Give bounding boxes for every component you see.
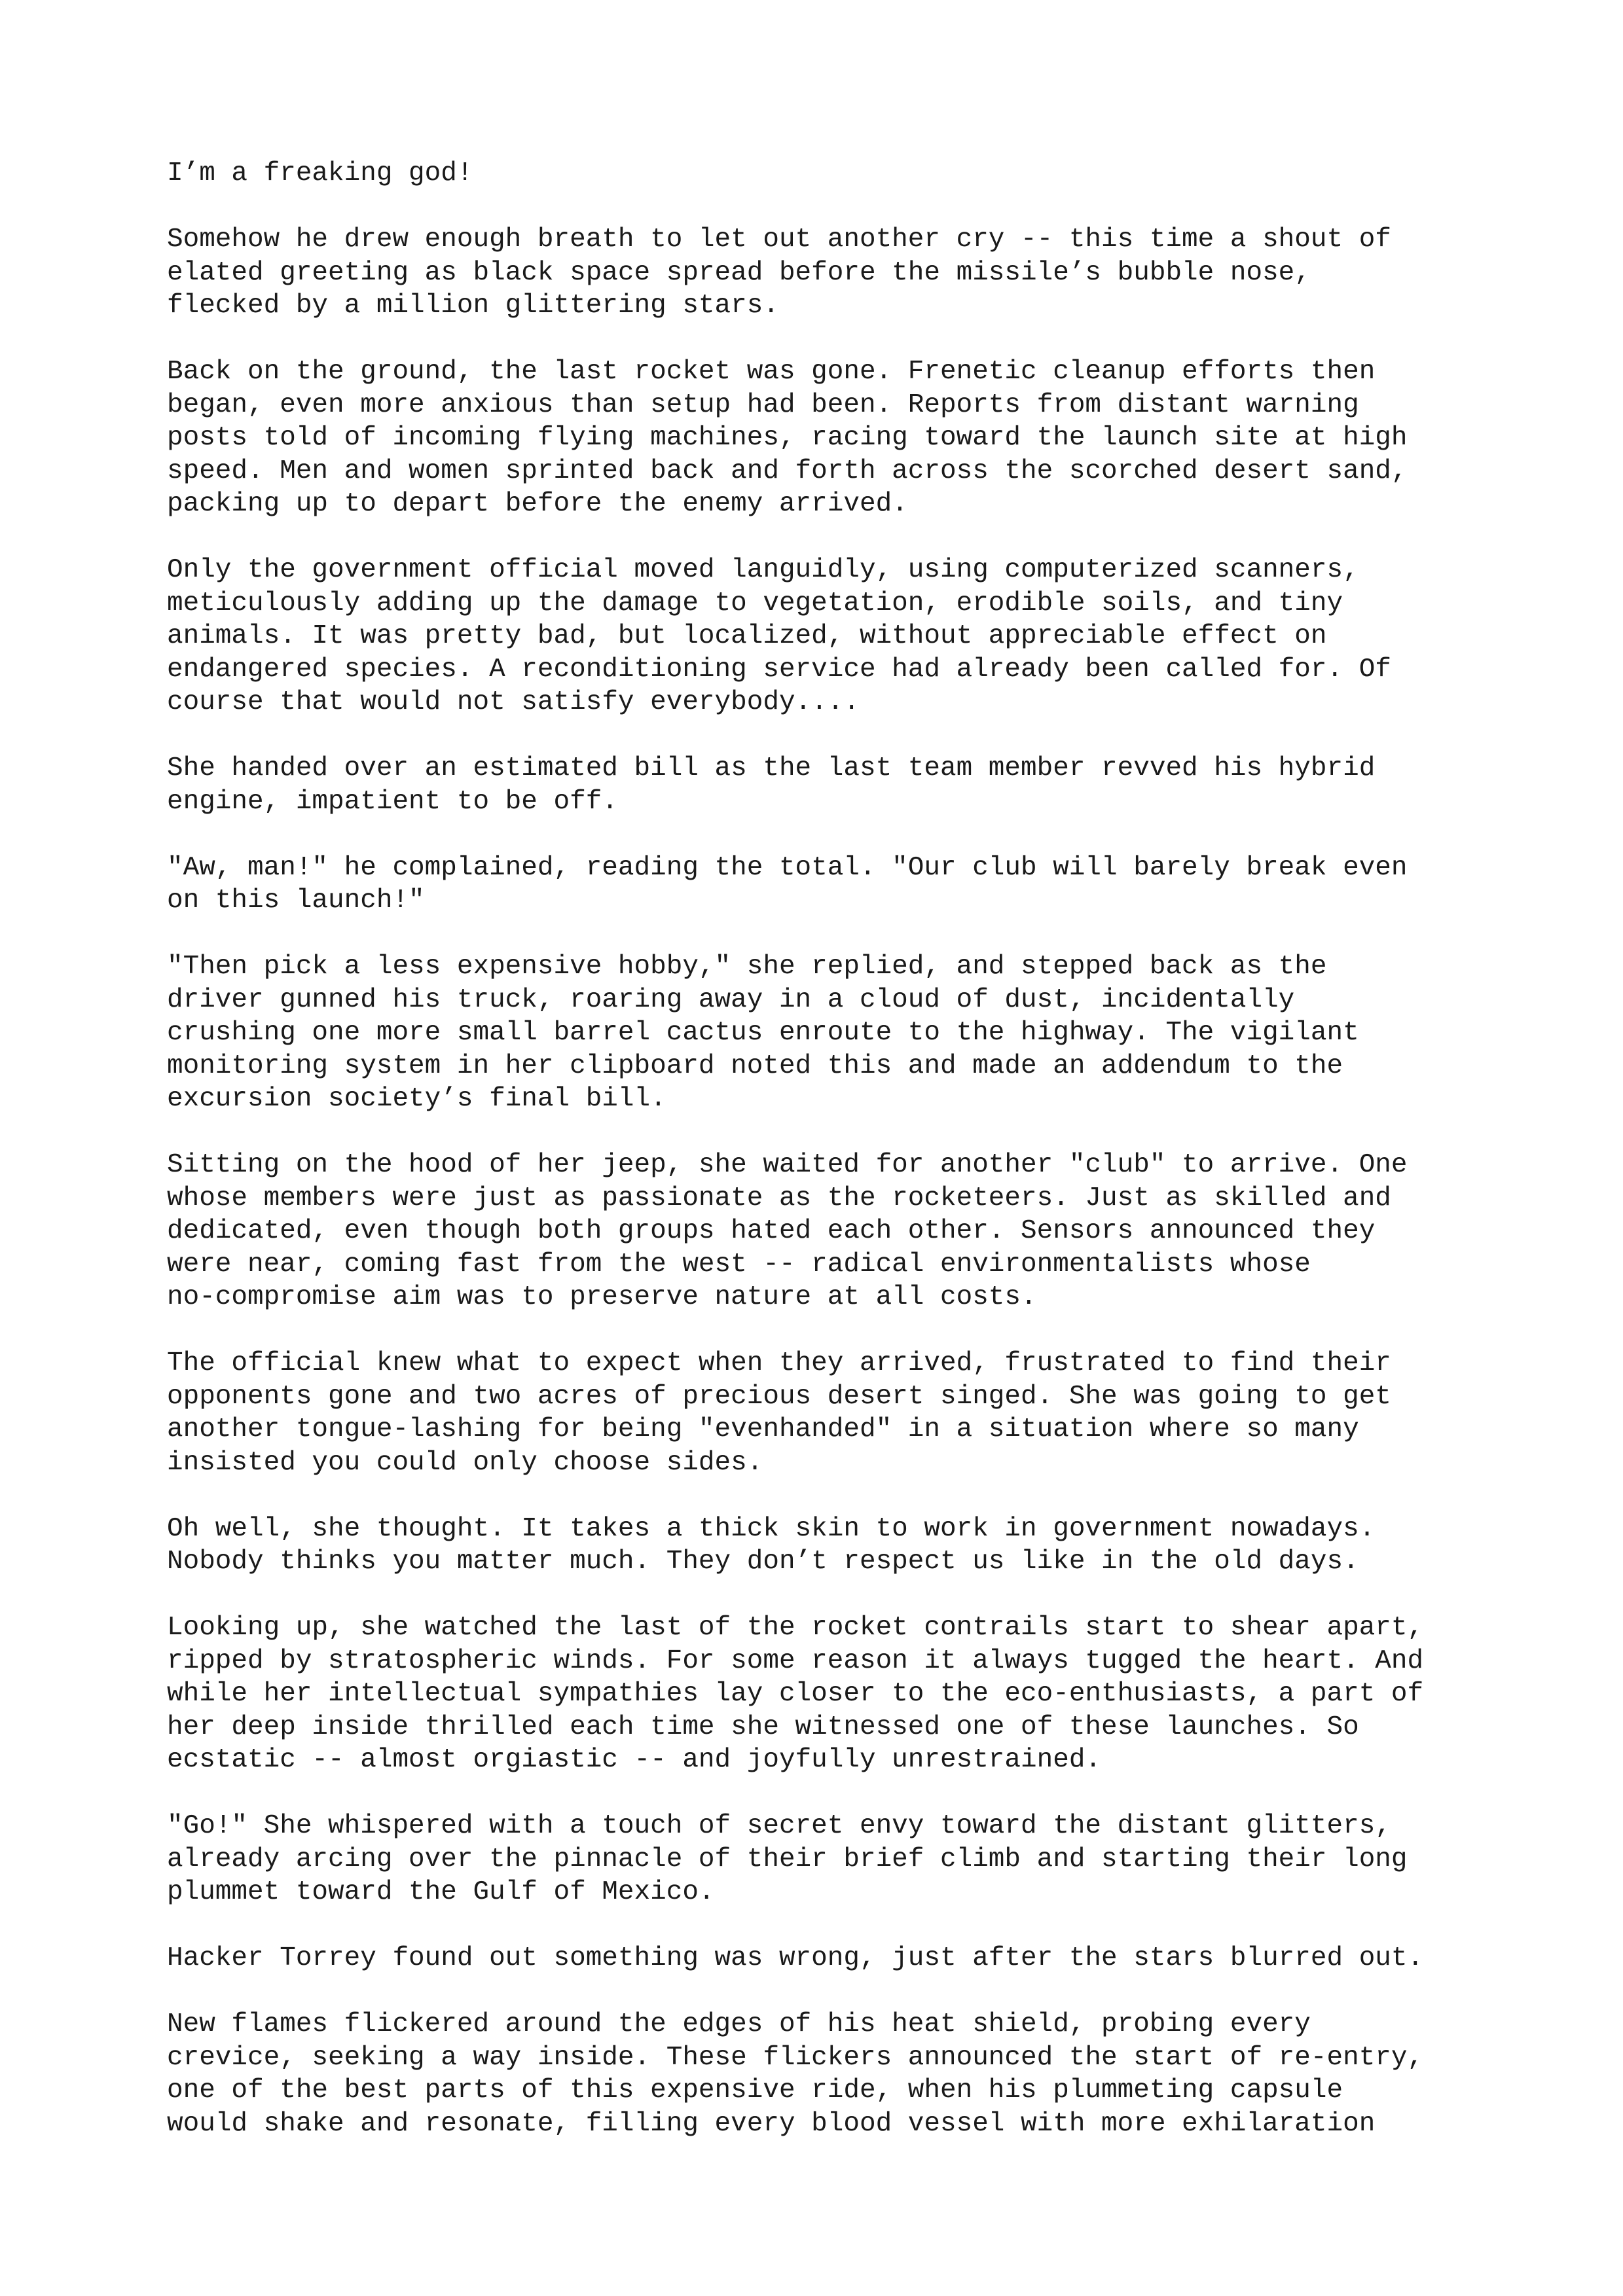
paragraph-12: "Go!" She whispered with a touch of secret envy toward the distant glitters, already arcing over the pinnacle of their brief climb and starting their long plummet toward the Gulf of Mexico. — [167, 1811, 1408, 1907]
paragraph-1: I’m a freaking god! — [167, 158, 473, 188]
paragraph-3: Back on the ground, the last rocket was gone. Frenetic cleanup efforts then began, even more anxious than setup had been. Reports from distant warning posts told of incoming flying machines, racing toward the launch site at high speed. Men and women sprinted back and forth across the scorched desert sand, packing up to depart before the enemy arrived. — [167, 357, 1408, 519]
paragraph-2: Somehow he drew enough breath to let out another cry -- this time a shout of elated greeting as black space spread before the missile’s bubble nose, flecked by a million glittering stars. — [167, 224, 1391, 321]
paragraph-11: Looking up, she watched the last of the rocket contrails start to shear apart, ripped by stratospheric winds. For some reason it always tugged the heart. And while her intellectual sympathies lay closer to the eco-enthusiasts, a part of her deep inside thrilled each time she witnessed one of these launches. So ecstatic -- almost orgiastic -- and joyfully unrestrained. — [167, 1613, 1424, 1775]
paragraph-9: The official knew what to expect when they arrived, frustrated to find their opponents gone and two acres of precious desert singed. She was going to get another tongue-lashing for being "evenhanded" in a situation where so many insisted you could only choose sides. — [167, 1348, 1391, 1478]
paragraph-6: "Aw, man!" he complained, reading the total. "Our club will barely break even on this launch!" — [167, 852, 1408, 916]
paragraph-5: She handed over an estimated bill as the last team member revved his hybrid engine, impatient to be off. — [167, 753, 1376, 817]
document-page — [167, 157, 1476, 2174]
paragraph-14: New flames flickered around the edges of his heat shield, probing every crevice, seeking a way inside. These flickers announced the start of re-entry, one of the best parts of this expensive ride, when his plummeting capsule would shake and resonate, filling every blood vessel with more exhilaration — [167, 2009, 1424, 2139]
paragraph-7: "Then pick a less expensive hobby," she replied, and stepped back as the driver gunned his truck, roaring away in a cloud of dust, incidentally crushing one more small barrel cactus enroute to the highway. The vigilant monitoring system in her clipboard noted this and made an addendum to the excursion society’s final bill. — [167, 952, 1359, 1114]
paragraph-8: Sitting on the hood of her jeep, she waited for another "club" to arrive. One whose members were just as passionate as the rocketeers. Just as skilled and dedicated, even though both groups hated each other. Sensors announced they were near, coming fast from the west -- radical environmentalists whose no-compromise aim was to preserve nature at all costs. — [167, 1150, 1408, 1312]
paragraph-4: Only the government official moved languidly, using computerized scanners, meticulously adding up the damage to vegetation, erodible soils, and tiny animals. It was pretty bad, but localized, without appreciable effect on endangered species. A reconditioning service had already been called for. Of course that would not satisfy everybody.... — [167, 555, 1391, 717]
paragraph-13: Hacker Torrey found out something was wrong, just after the stars blurred out. — [167, 1943, 1424, 1973]
paragraph-10: Oh well, she thought. It takes a thick skin to work in government nowadays. Nobody thinks you matter much. They don’t respect us like in the old days. — [167, 1513, 1376, 1577]
